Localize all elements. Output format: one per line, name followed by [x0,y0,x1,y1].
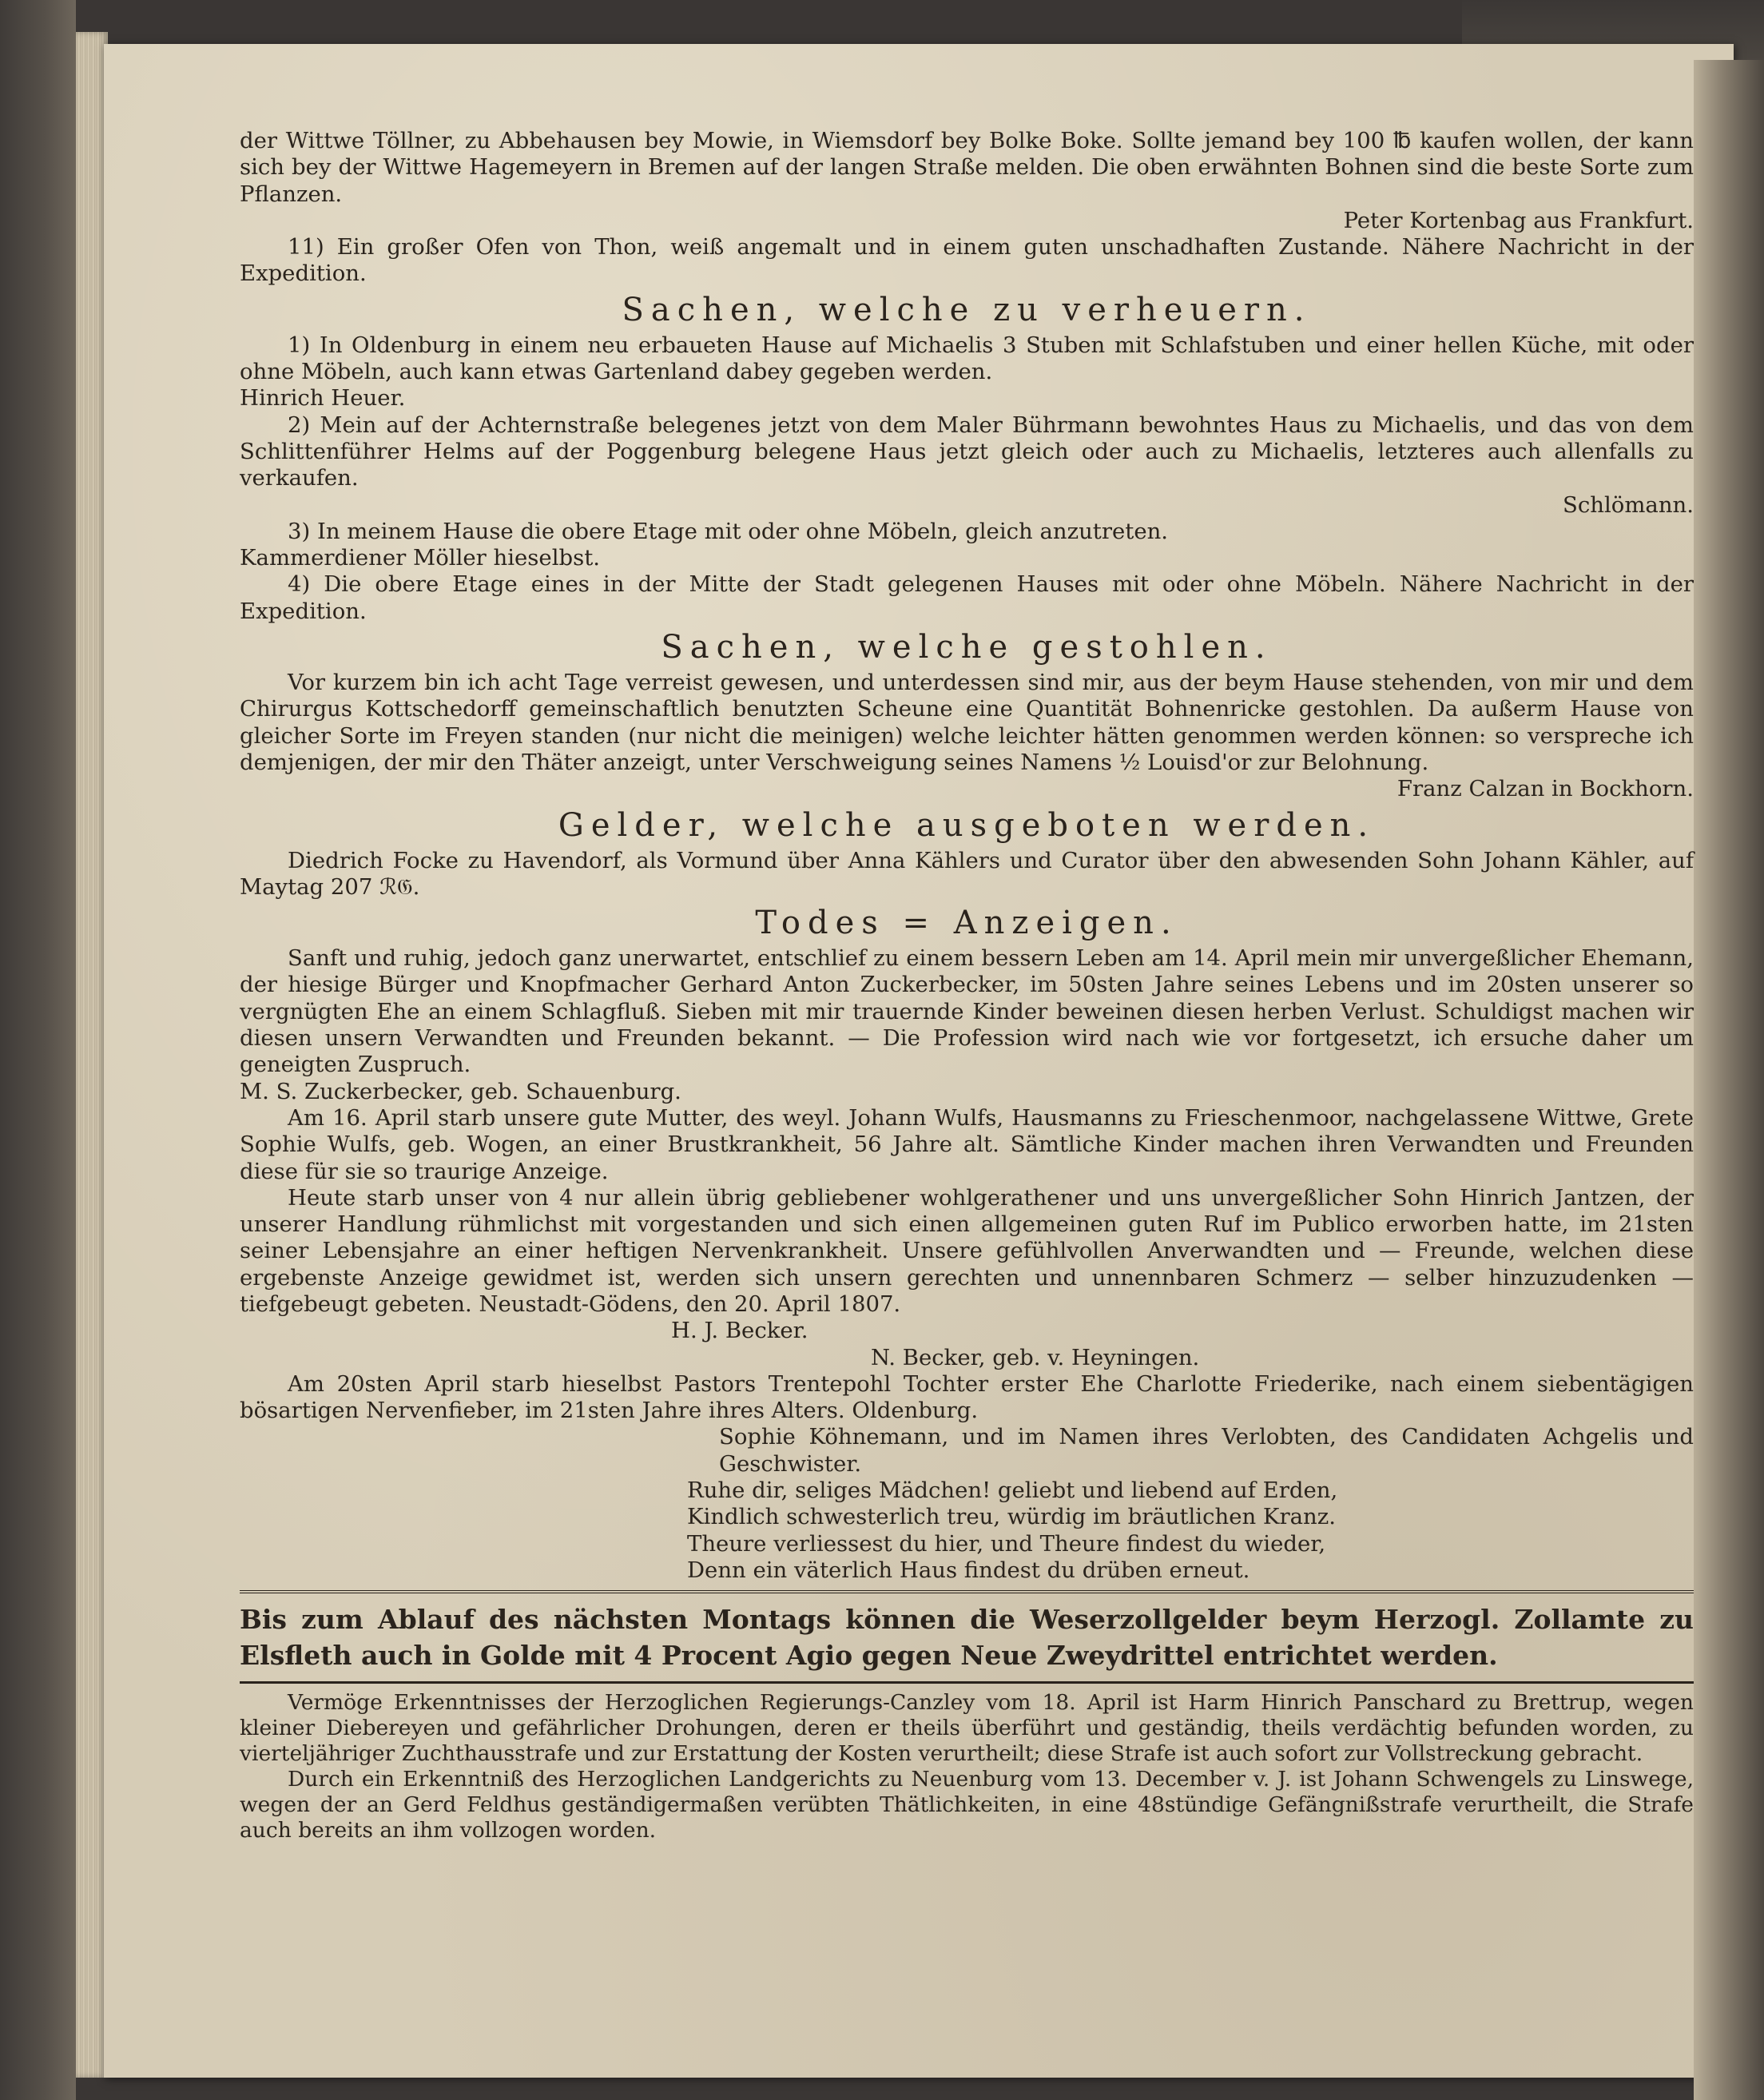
poem-line-3: Theure verliessest du hier, und Theure findest du wieder, [687,1530,1326,1557]
death-signature-3b: N. Becker, geb. v. Heyningen. [871,1344,1200,1370]
rent-signature-1: Hinrich Heuer. [240,385,406,412]
court-notice-2: Durch ein Erkenntniß des Herzoglichen Landgerichts zu Neuenburg vom 13. December v. J. ist Johann Schwengels zu Linswege, wegen der an Gerd Feldhus geständigermaßen verübten Thätlichkeiten, in eine 48stündige Gefängnißstrafe verurtheilt, die Strafe auch bereits an ihm vollzogen worden. [240,1767,1694,1843]
death-notice-4: Am 20sten April starb hieselbst Pastors Trentepohl Tochter erster Ehe Charlotte Friederike, nach einem siebentägigen bösartigen Nervenfieber, im 21sten Jahre ihres Alters. Oldenburg. [240,1370,1694,1424]
page-text [240,128,1694,1843]
poem-line-2: Kindlich schwesterlich treu, würdig im bräutlichen Kranz. [687,1504,1336,1530]
rent-item-2: 2) Mein auf der Achternstraße belegenes jetzt von dem Maler Bührmann bewohntes Haus zu Michaelis, und das von dem Schlittenführer Helms auf der Poggenburg belegene Haus jetzt gleich oder auch zu Michaelis, letzteres auch allenfalls zu verkaufen. [240,412,1694,491]
stolen-signature: Franz Calzan in Bockhorn. [1396,776,1694,802]
death-notice-1: Sanft und ruhig, jedoch ganz unerwartet, entschlief zu einem bessern Leben am 14. April mein mir unvergeßlicher Ehemann, der hiesige Bürger und Knopfmacher Gerhard Anton Zuckerbecker, im 50sten Jahre seines Lebens und im 20sten unserer so vergnügten Ehe an einem Schlagfluß. Sieben mit mir trauernde Kinder beweinen diesen herben Verlust. Schuldigst machen wir diesen unsern Verwandten und Freunden bekannt. — Die Profession wird nach wie vor fortgesetzt, ich ersuche daher um geneigten Zuspruch. [240,945,1694,1078]
poem-line-4: Denn ein väterlich Haus findest du drüben erneut. [687,1557,1250,1583]
court-notice-1: Vermöge Erkenntnisses der Herzoglichen Regierungs-Canzley vom 18. April ist Harm Hinrich Panschard zu Brettrup, wegen kleiner Diebereyen und gefährlicher Drohungen, deren er theils überführt und geständig, theils verdächtig befunden worden, zu vierteljähriger Zuchthausstrafe und zur Erstattung der Kosten verurtheilt; diese Strafe ist auch sofort zur Vollstreckung gebracht. [240,1690,1694,1767]
poem-line-1: Ruhe dir, seliges Mädchen! geliebt und liebend auf Erden, [687,1478,1338,1504]
page-stack-edges [76,32,108,2078]
rent-signature-2: Schlömann. [1563,491,1694,518]
heading-rent: Sachen, welche zu verheuern. [622,291,1312,328]
divider-single [240,1681,1694,1684]
zoll-notice: Bis zum Ablauf des nächsten Montags können die Weserzollgelder beym Herzogl. Zollamte zu Elsfleth auch in Golde mit 4 Procent Agio gegen Neue Zweydrittel entrichtet werden. [240,1604,1694,1672]
death-notice-2: Am 16. April starb unsere gute Mutter, des weyl. Johann Wulfs, Hausmanns zu Frieschenmoor, nachgelassene Wittwe, Grete Sophie Wulfs, geb. Wogen, an einer Brustkrankheit, 56 Jahre alt. Sämtliche Kinder machen ihren Verwandten und Freunden diese für sie so traurige Anzeige. [240,1104,1694,1184]
divider-double [240,1590,1694,1593]
left-binding-shadow [0,0,76,2100]
death-signature-3a: H. J. Becker. [671,1318,808,1344]
heading-stolen: Sachen, welche gestohlen. [661,629,1273,666]
rent-signature-3: Kammerdiener Möller hieselbst. [240,545,600,571]
heading-money: Gelder, welche ausgeboten werden. [558,806,1376,844]
intro-signature: Peter Kortenbag aus Frankfurt. [1343,207,1694,233]
death-notice-3: Heute starb unser von 4 nur allein übrig gebliebener wohlgerathener und uns unvergeßlicher Sohn Hinrich Jantzen, der unserer Handlung rühmlichst mit vorgestanden und sich einen allgemeinen guten Ruf im Publico erworben hatte, im 21sten seiner Lebensjahre an einer heftigen Nervenkrankheit. Unsere gefühlvollen Anverwandten und — Freunde, welchen diese ergebenste Anzeige gewidmet ist, werden sich unsern gerechten und unnennbaren Schmerz — selber hinzuzudenken — tiefgebeugt gebeten. Neustadt-Gödens, den 20. April 1807. [240,1184,1694,1317]
death-signature-1: M. S. Zuckerbecker, geb. Schauenburg. [240,1078,681,1104]
rent-item-3: 3) In meinem Hause die obere Etage mit oder ohne Möbeln, gleich anzutreten. [288,518,1169,544]
right-gutter-shadow [1694,60,1764,2100]
rent-item-1: 1) In Oldenburg in einem neu erbaueten Hause auf Michaelis 3 Stuben mit Schlafstuben und einer hellen Küche, mit oder ohne Möbeln, auch kann etwas Gartenland dabey gegeben werden. [240,332,1694,385]
intro-paragraph: der Wittwe Töllner, zu Abbehausen bey Mowie, in Wiemsdorf bey Bolke Boke. Sollte jemand bey 100 ℔ kaufen wollen, der kann sich bey der Wittwe Hagemeyern in Bremen auf der langen Straße melden. Die oben erwähnten Bohnen sind die beste Sorte zum Pflanzen. [240,128,1694,207]
intro-item-11: 11) Ein großer Ofen von Thon, weiß angemalt und in einem guten unschadhaften Zustande. Nähere Nachricht in der Expedition. [240,234,1694,287]
heading-death: Todes = Anzeigen. [755,905,1178,942]
money-paragraph: Diedrich Focke zu Havendorf, als Vormund über Anna Kählers und Curator über den abwesenden Sohn Johann Kähler, auf Maytag 207 ℛ𝔊. [240,847,1694,900]
death-signature-4: Sophie Köhnemann, und im Namen ihres Verlobten, des Candidaten Achgelis und Geschwister. [719,1424,1694,1477]
stolen-paragraph: Vor kurzem bin ich acht Tage verreist gewesen, und unterdessen sind mir, aus der beym Hause stehenden, von mir und dem Chirurgus Kottschedorff gemeinschaftlich benutzten Scheune eine Quantität Bohnenricke gestohlen. Da außerm Hause von gleicher Sorte im Freyen standen (nur nicht die meinigen) welche leichter hätten genommen werden können: so verspreche ich demjenigen, der mir den Thäter anzeigt, unter Verschweigung seines Namens ½ Louisd'or zur Belohnung. [240,670,1694,775]
rent-item-4: 4) Die obere Etage eines in der Mitte der Stadt gelegenen Hauses mit oder ohne Möbeln. Nähere Nachricht in der Expedition. [240,571,1694,624]
